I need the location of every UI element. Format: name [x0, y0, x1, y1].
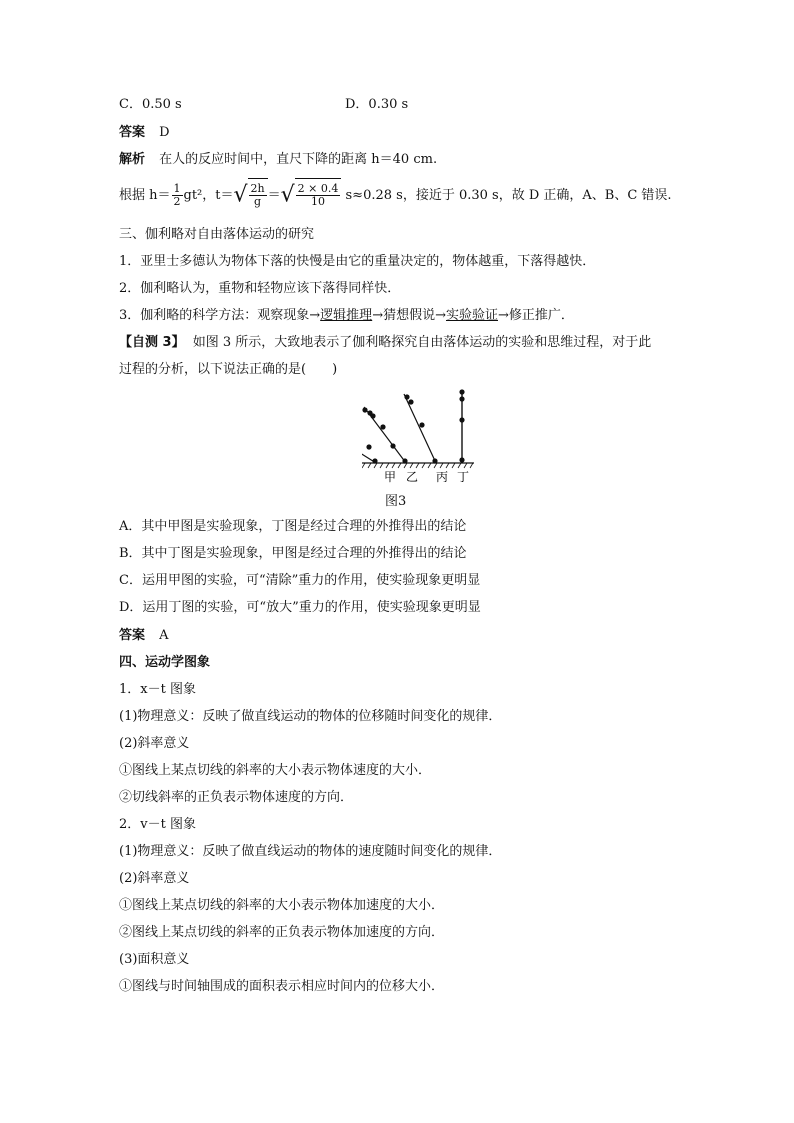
section4-s2-p3: ①图线上某点切线的斜率的大小表示物体加速度的大小．	[119, 898, 445, 913]
item3-underline-1: 逻辑推理	[320, 308, 373, 323]
incline-bing	[404, 394, 438, 464]
choice-a: A．其中甲图是实验现象，丁图是经过合理的外推得出的结论	[119, 519, 467, 534]
analysis-label: 解析	[119, 152, 146, 167]
section4-s1-p4: ②切线斜率的正负表示物体速度的方向．	[119, 790, 354, 805]
choice-d: D．运用丁图的实验，可“放大”重力的作用，使实验现象更明显	[119, 600, 481, 615]
frac-num: 2h	[250, 182, 265, 195]
section4-title: 四、运动学图象	[119, 655, 211, 670]
formula-prefix: 根据 h＝	[119, 188, 171, 203]
section4-s2-p4: ②图线上某点切线的斜率的正负表示物体加速度的方向．	[119, 925, 445, 940]
selftest-label: 【自测 3】	[119, 335, 185, 350]
figure-caption: 图3	[385, 494, 407, 509]
incline-jia	[362, 426, 378, 463]
section4-s2-title: 2．v－t 图象	[119, 817, 196, 832]
choice-b: B．其中丁图是实验现象，甲图是经过合理的外推得出的结论	[119, 546, 467, 561]
selftest-line2: 过程的分析，以下说法正确的是( )	[119, 362, 338, 377]
section4-s2-p2: (2)斜率意义	[119, 871, 190, 886]
frac-den: 10	[311, 195, 326, 208]
analysis-line	[119, 151, 437, 169]
answer-value: D	[159, 125, 170, 140]
sqrt-2h-over-g: √ $\frac{2h}{g}$	[234, 178, 268, 213]
item3-c: →修正推广．	[498, 308, 574, 323]
incline-yi	[362, 407, 407, 464]
section4-s2-p5: (3)面积意义	[119, 952, 190, 967]
formula-eq: ＝	[267, 188, 281, 203]
choice-c: C．运用甲图的实验，可“清除”重力的作用，使实验现象更明显	[119, 573, 481, 588]
frac-num: 2 × 0.4	[297, 182, 339, 195]
section4-s1-p3: ①图线上某点切线的斜率的大小表示物体速度的大小．	[119, 763, 432, 778]
section4-s1-p2: (2)斜率意义	[119, 736, 190, 751]
sqrt-numeric: √ $\frac{2 \times 0.4}{10}$	[281, 178, 342, 213]
answer-line-2	[119, 627, 169, 645]
answer-label: 答案	[119, 125, 146, 140]
analysis-text: 在人的反应时间中，直尺下降的距离 h＝40 cm.	[159, 152, 438, 167]
figure-label-jia: 甲	[384, 470, 397, 484]
section4-s2-p1: (1)物理意义：反映了做直线运动的物体的速度随时间变化的规律．	[119, 844, 502, 859]
selftest-text1: 如图 3 所示，大致地表示了伽利略探究自由落体运动的实验和思维过程，对于此	[192, 335, 652, 350]
section3-item3	[119, 307, 574, 325]
selftest-line1	[119, 334, 651, 352]
answer-line-1	[119, 124, 170, 142]
galileo-figure	[362, 385, 482, 485]
figure-label-yi: 乙	[406, 470, 419, 484]
item3-a: 3．伽利略的科学方法：观察现象→	[119, 308, 321, 323]
formula-gt: gt²，t＝	[183, 188, 234, 203]
section4-s2-p6: ①图线与时间轴围成的面积表示相应时间内的位移大小．	[119, 979, 445, 994]
section4-s1-p1: (1)物理意义：反映了做直线运动的物体的位移随时间变化的规律．	[119, 709, 502, 724]
item3-underline-2: 实验验证	[445, 308, 498, 323]
formula-suffix: s≈0.28 s，接近于 0.30 s，故 D 正确，A、B、C 错误.	[341, 188, 672, 203]
formula-line	[119, 178, 672, 213]
answer-label: 答案	[119, 628, 146, 643]
frac-den: 2	[173, 195, 181, 208]
figure-label-bing: 丙	[436, 470, 449, 484]
figure-label-ding: 丁	[457, 470, 470, 484]
item3-b: →猜想假说→	[372, 308, 446, 323]
vertical-ding	[459, 389, 464, 463]
option-c: C．0.50 s	[119, 97, 182, 112]
ground-hatch	[362, 463, 473, 468]
section3-item2: 2．伽利略认为，重物和轻物应该下落得同样快．	[119, 281, 401, 296]
frac-den: g	[254, 195, 262, 208]
section3-item1: 1．亚里士多德认为物体下落的快慢是由它的重量决定的，物体越重，下落得越快．	[119, 254, 596, 269]
option-d: D．0.30 s	[345, 97, 409, 112]
section3-title: 三、伽利略对自由落体运动的研究	[119, 227, 315, 242]
section4-s1-title: 1．x－t 图象	[119, 682, 196, 697]
frac-num: 1	[173, 182, 181, 195]
fraction-half	[172, 183, 183, 208]
answer-value: A	[159, 628, 169, 643]
